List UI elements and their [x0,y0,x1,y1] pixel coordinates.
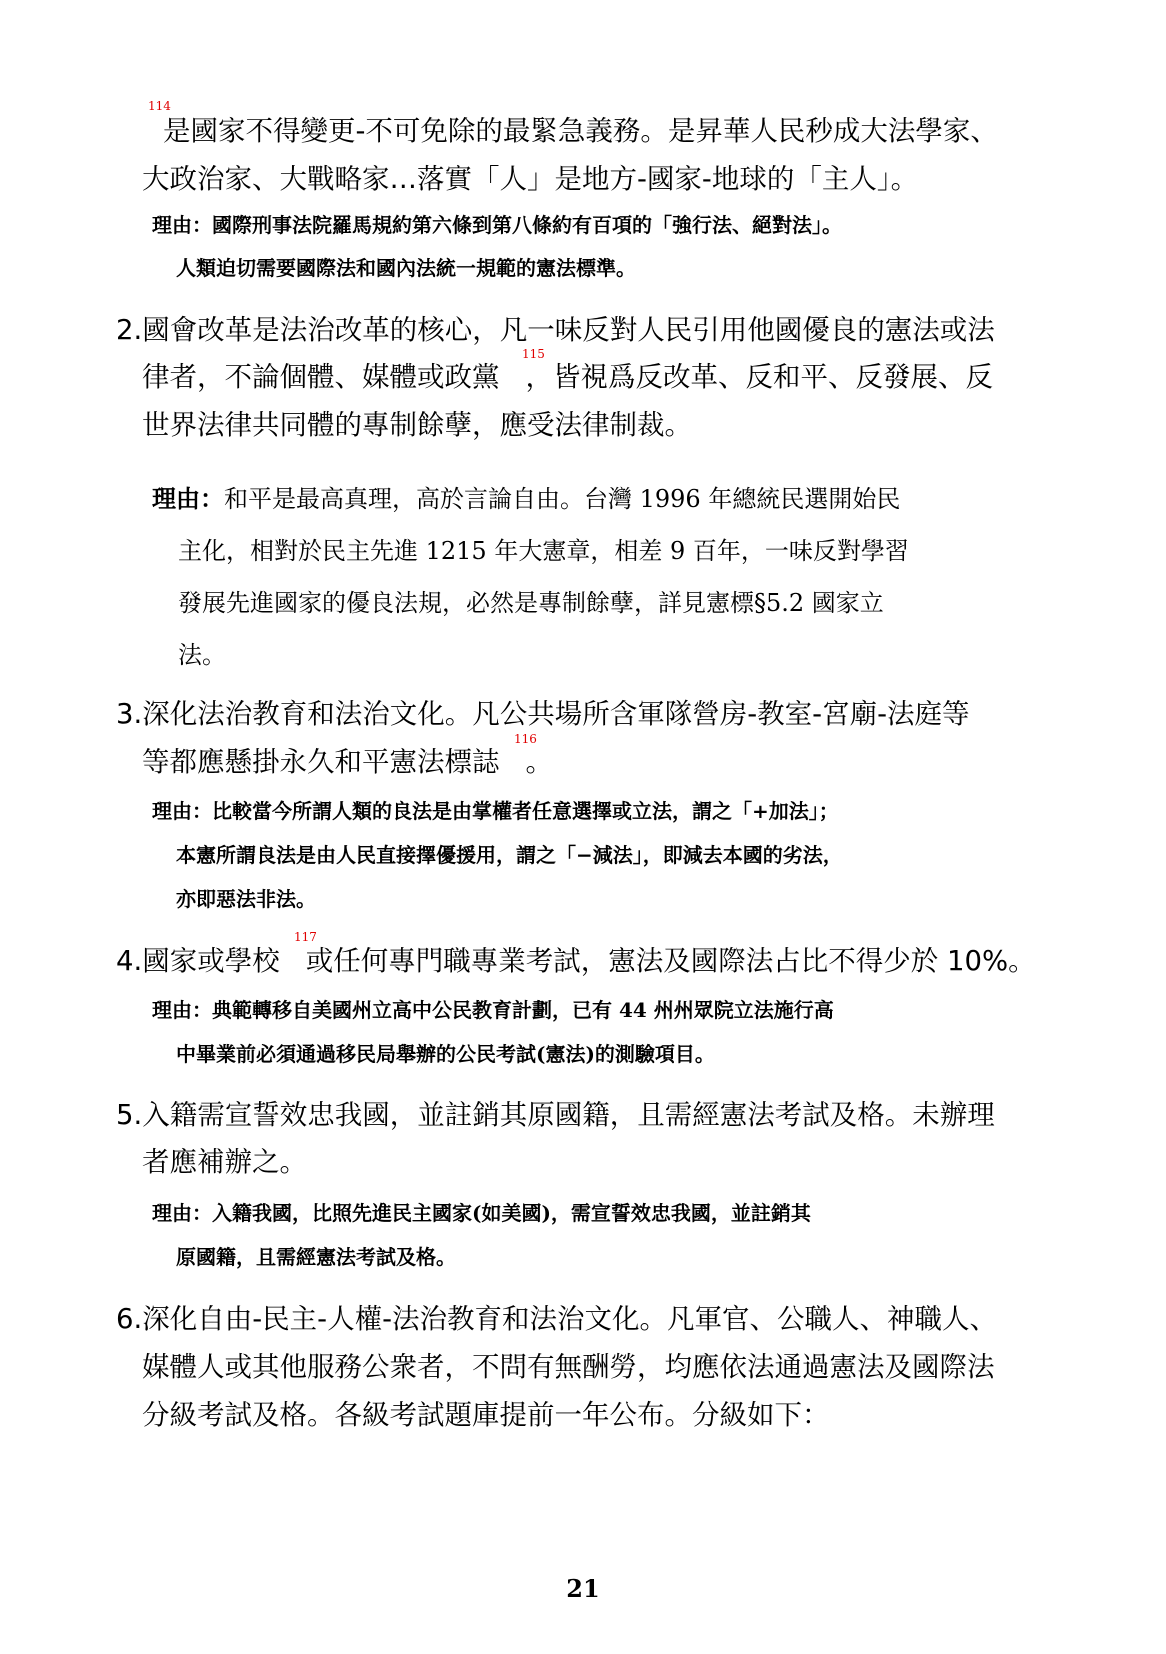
item3-line-1: 3.深化法治教育和法治文化。凡公共場所含軍隊營房-教室-宮廟-法庭等 [116,698,970,730]
intro-line-2: 大政治家、大戰略家…落實「人」是地方-國家-地球的「主人」。 [142,163,919,195]
item2-line-2-b: ，皆視爲反改革、反和平、反發展、反 [525,361,993,393]
item4-reason-line-1 [152,997,834,1023]
reason-label: 理由： [152,998,212,1022]
footnote-mark-116[interactable]: 116 [514,732,537,746]
item2-line-2-a: 律者，不論個體、媒體或政黨 [142,361,500,393]
item4-line-1-b: 或任何專門職專業考試，憲法及國際法占比不得少於 10%。 [305,945,1036,977]
intro-reason-line-1 [152,212,842,238]
reason-text: 入籍我國，比照先進民主國家(如美國)，需宣誓效忠我國，並註銷其 [212,1201,811,1225]
item5-line-2: 者應補辦之。 [142,1146,307,1178]
item4-reason-line-2: 中畢業前必須通過移民局舉辦的公民考試(憲法)的測驗項目。 [176,1042,715,1066]
reason-label: 理由： [152,799,212,823]
item2-reason-line-4: 法。 [178,641,226,669]
item6-line-3: 分級考試及格。各級考試題庫提前一年公布。分級如下： [142,1399,830,1431]
item2-line-1: 2.國會改革是法治改革的核心，凡一味反對人民引用他國優良的憲法或法 [116,314,995,346]
item3-line-2-b: 。 [525,746,553,778]
footnote-mark-117[interactable]: 117 [294,930,317,944]
item3-line-2 [142,745,553,779]
reason-text: 典範轉移自美國州立高中公民教育計劃，已有 44 州州眾院立法施行高 [212,998,834,1022]
item5-reason-line-2: 原國籍，且需經憲法考試及格。 [176,1245,456,1269]
reason-text: 比較當今所謂人類的良法是由掌權者任意選擇或立法，謂之「+加法」； [212,799,839,823]
item3-line-2-a: 等都應懸掛永久和平憲法標誌 [142,746,500,778]
item4-line-1-a: 4.國家或學校 [116,945,280,977]
reason-text: 國際刑事法院羅馬規約第六條到第八條約有百項的「強行法、絕對法」。 [212,213,842,237]
item5-reason-line-1 [152,1200,811,1226]
item5-line-1: 5.入籍需宣誓效忠我國，並註銷其原國籍，且需經憲法考試及格。未辦理 [116,1099,995,1131]
item2-reason-line-1 [152,484,900,514]
item2-line-2 [142,360,993,394]
item2-line-3: 世界法律共同體的專制餘孽，應受法律制裁。 [142,409,692,441]
reason-label: 理由： [152,484,224,513]
intro-line-1: 是國家不得變更-不可免除的最緊急義務。是昇華人民秒成大法學家、 [163,115,998,147]
page-number: 21 [566,1574,600,1603]
reason-text: 和平是最高真理，高於言論自由。台灣 1996 年總統民選開始民 [224,485,901,513]
item3-reason-line-2: 本憲所謂良法是由人民直接擇優援用，謂之「−減法」，即減去本國的劣法， [176,843,843,867]
reason-label: 理由： [152,213,212,237]
item3-reason-line-3: 亦即惡法非法。 [176,887,316,911]
item3-reason-line-1 [152,798,839,824]
item6-line-2: 媒體人或其他服務公衆者，不問有無酬勞，均應依法通過憲法及國際法 [142,1351,995,1383]
intro-reason-line-2: 人類迫切需要國際法和國內法統一規範的憲法標準。 [176,256,636,280]
item2-reason-line-3: 發展先進國家的優良法規，必然是專制餘孽，詳見憲標§5.2 國家立 [178,589,884,617]
item6-line-1: 6.深化自由-民主-人權-法治教育和法治文化。凡軍官、公職人、神職人、 [116,1303,998,1335]
item4-line-1 [116,944,1036,978]
reason-label: 理由： [152,1201,212,1225]
item2-reason-line-2: 主化，相對於民主先進 1215 年大憲章，相差 9 百年，一味反對學習 [178,537,909,565]
footnote-mark-114[interactable]: 114 [148,99,171,113]
footnote-mark-115[interactable]: 115 [522,347,545,361]
